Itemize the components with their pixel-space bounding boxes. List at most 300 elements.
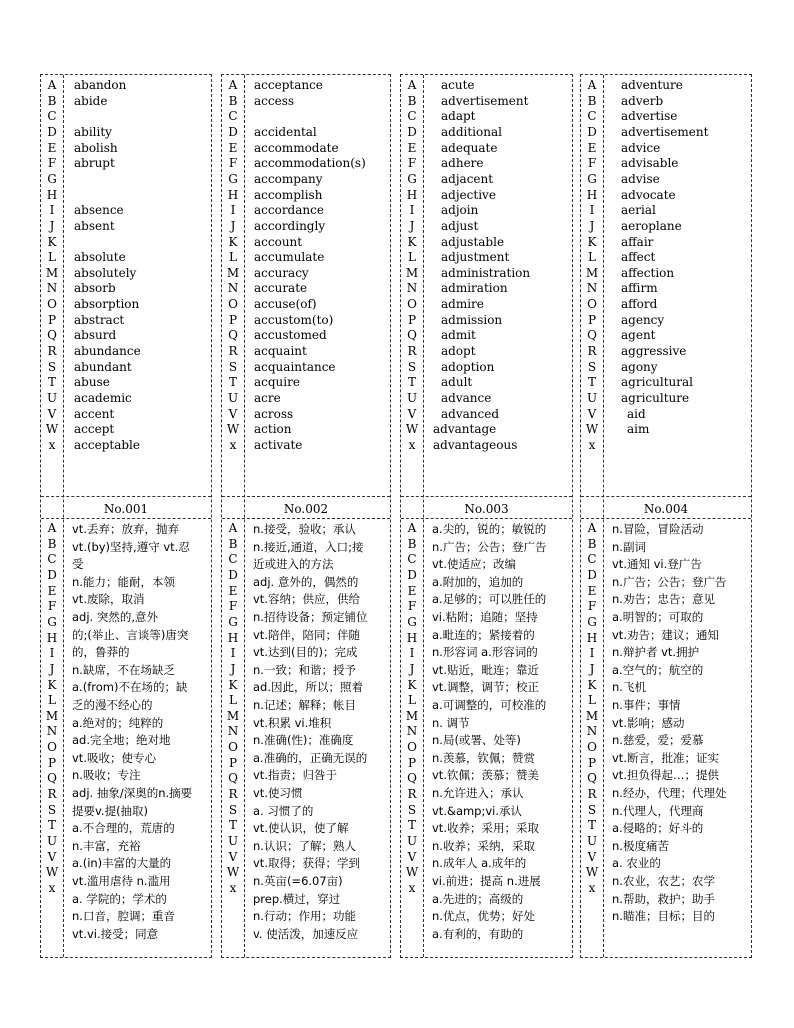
index-letter: V xyxy=(587,406,597,421)
index-letter: C xyxy=(228,552,238,567)
definition-line: vt.(by)坚持,遵守 vt.忍 xyxy=(72,539,190,554)
index-letter: E xyxy=(228,583,238,598)
index-letter: D xyxy=(587,567,597,582)
index-letter: G xyxy=(407,171,417,186)
index-letter: W xyxy=(585,422,599,437)
vocab-word: advise xyxy=(621,171,660,186)
index-letter: I xyxy=(230,646,236,661)
vocab-word: administration xyxy=(441,265,531,280)
vocab-word: accordingly xyxy=(254,218,326,233)
definition-line: adj. 意外的，偶然的 xyxy=(253,574,359,589)
card-divider xyxy=(41,518,211,519)
vocab-word: accustomed xyxy=(254,328,327,343)
index-letter: W xyxy=(226,422,240,437)
definition-line: n.能力；能耐，本领 xyxy=(72,574,175,589)
index-letter: K xyxy=(228,234,238,249)
index-letter: F xyxy=(228,156,238,171)
definition-line: a.(in)丰富的大量的 xyxy=(72,856,172,871)
index-letter: T xyxy=(47,375,56,390)
definition-line: a. 农业的 xyxy=(612,856,661,871)
vocab-word: aerial xyxy=(621,203,656,218)
definition-line: v. 使活泼，加速反应 xyxy=(253,926,359,941)
index-letter: M xyxy=(226,708,240,723)
vocab-word: admiration xyxy=(441,281,508,296)
vocab-word: adjective xyxy=(441,187,496,202)
index-letter: Q xyxy=(47,771,57,786)
definition-line: vt.vi.接受；同意 xyxy=(72,926,159,941)
vocab-word: accomplish xyxy=(254,187,323,202)
index-letter: V xyxy=(47,406,57,421)
index-letter: A xyxy=(587,78,597,92)
definition-line: a. 学院的；学术的 xyxy=(72,891,167,906)
index-letter: C xyxy=(587,552,597,567)
index-letter: J xyxy=(230,218,236,233)
vocab-word: advance xyxy=(441,391,492,405)
index-letter: D xyxy=(587,124,597,139)
index-letter: H xyxy=(46,187,58,202)
index-letter: E xyxy=(587,140,597,155)
index-letter: N xyxy=(406,724,418,739)
index-letter: H xyxy=(227,630,239,645)
vocab-word: abide xyxy=(74,93,108,108)
vocab-word: adjustable xyxy=(441,234,505,249)
vocab-word: aggressive xyxy=(621,344,687,359)
index-letter: A xyxy=(407,78,417,92)
vocab-word: accommodation(s) xyxy=(254,156,366,171)
index-letter: T xyxy=(47,818,56,833)
vocab-word: agent xyxy=(621,328,656,343)
definition-line: vt.贴近，毗连；靠近 xyxy=(432,662,539,677)
definition-line: a.(from)不在场的；缺 xyxy=(72,680,188,695)
vocab-word: absolutely xyxy=(74,265,137,280)
index-letter: W xyxy=(405,422,419,437)
index-letter: x xyxy=(48,437,56,452)
definition-line: vt.使适应；改编 xyxy=(432,557,516,572)
index-letter: A xyxy=(587,521,597,535)
index-letter: J xyxy=(230,661,236,676)
index-letter: S xyxy=(407,802,417,817)
vocab-word: agency xyxy=(621,312,665,327)
index-letter: S xyxy=(587,359,597,374)
definition-line: n.慈爱，爱；爱慕 xyxy=(612,733,704,748)
definition-line: vt.影响；感动 xyxy=(612,715,685,730)
definition-line: vt.积累 vi.堆积 xyxy=(253,715,332,730)
index-letter: C xyxy=(47,552,57,567)
definition-line: a.毗连的；紧接着的 xyxy=(432,627,535,642)
definition-line: ad.完全地；绝对地 xyxy=(72,733,171,748)
index-letter: I xyxy=(409,203,415,218)
index-letter: S xyxy=(228,802,238,817)
vocab-word: aim xyxy=(627,422,650,437)
definition-line: a.有利的，有助的 xyxy=(432,926,524,941)
definition-line: a. 习惯了的 xyxy=(253,803,314,818)
index-letter: J xyxy=(589,218,595,233)
index-letter: V xyxy=(587,849,597,864)
definition-line: vt.指责；归咎于 xyxy=(253,768,337,783)
definition-line: vt.调整，调节；校正 xyxy=(432,680,539,695)
index-letter: E xyxy=(47,583,57,598)
vocab-word: abuse xyxy=(74,375,110,390)
definition-line: vt.收养；采用；采取 xyxy=(432,821,539,836)
index-letter: Q xyxy=(228,328,238,343)
index-letter: V xyxy=(407,406,417,421)
index-letter: P xyxy=(47,312,57,327)
index-letter: x xyxy=(588,880,596,895)
vocab-word: accuse(of) xyxy=(254,297,317,312)
definition-line: a.先进的；高级的 xyxy=(432,891,524,906)
vocab-word: advantageous xyxy=(433,437,518,452)
index-letter: P xyxy=(228,312,238,327)
definition-line: n.口音，腔调；重音 xyxy=(72,909,175,924)
index-letter: U xyxy=(586,834,598,848)
definition-line: a.尖的，锐的；敏锐的 xyxy=(432,522,547,536)
definition-line: n.副词 xyxy=(612,539,646,554)
vocab-word: admit xyxy=(441,328,476,343)
vocab-word: agony xyxy=(621,359,658,374)
vocab-word: affair xyxy=(621,234,654,249)
vocab-word: accidental xyxy=(254,124,317,139)
vocab-word: adequate xyxy=(441,140,498,155)
index-letter: x xyxy=(588,437,596,452)
definition-line: n.允许进入；承认 xyxy=(432,786,524,800)
index-letter: U xyxy=(46,391,58,405)
definition-line: vt.使认识，使了解 xyxy=(253,821,349,836)
index-letter: I xyxy=(49,646,55,661)
index-letter: E xyxy=(228,140,238,155)
vocab-word: across xyxy=(254,406,294,421)
index-letter: P xyxy=(587,312,597,327)
index-letter: R xyxy=(407,787,417,802)
index-letter: L xyxy=(588,250,596,265)
index-letter: R xyxy=(587,787,597,802)
index-letter: T xyxy=(228,375,237,390)
definition-line: vt.陪伴，陪同；伴随 xyxy=(253,627,360,642)
index-letter: F xyxy=(587,156,597,171)
vocab-word: accommodate xyxy=(254,140,339,155)
index-letter: H xyxy=(406,630,418,645)
index-letter: G xyxy=(47,171,57,186)
index-letter: G xyxy=(587,171,597,186)
index-letter: N xyxy=(227,281,239,296)
definition-line: n.准确(性)；准确度 xyxy=(253,733,354,748)
vocab-word: accent xyxy=(74,406,115,421)
definition-line: n.劝告；忠告；意见 xyxy=(612,592,715,607)
definition-line: n.缺席，不在场缺乏 xyxy=(72,662,175,677)
card-number: No.002 xyxy=(283,502,329,516)
vocab-word: accurate xyxy=(254,281,308,296)
definition-line: vt.废除，取消 xyxy=(72,592,145,607)
index-letter: V xyxy=(228,406,238,421)
word-card xyxy=(40,74,212,958)
vocab-word: adverb xyxy=(621,93,664,108)
index-letter: S xyxy=(47,802,57,817)
vocab-word: adjustment xyxy=(441,250,510,265)
definition-line: n.代理人，代理商 xyxy=(612,803,704,818)
definition-line: n.羡慕，钦佩；赞赏 xyxy=(432,750,535,765)
definition-line: a.侵略的；好斗的 xyxy=(612,821,704,836)
index-letter: D xyxy=(228,124,238,139)
definition-line: n.农业，农艺；农学 xyxy=(612,874,715,888)
vocab-word: absence xyxy=(74,203,124,218)
index-letter: U xyxy=(586,391,598,405)
index-letter: H xyxy=(586,187,598,202)
index-letter: A xyxy=(47,78,57,92)
vocab-word: absorption xyxy=(74,297,140,312)
index-letter: N xyxy=(586,281,598,296)
index-letter: W xyxy=(226,865,240,880)
index-letter: G xyxy=(47,614,57,629)
index-letter: M xyxy=(405,265,419,280)
index-letter: R xyxy=(407,344,417,359)
index-letter: L xyxy=(48,693,56,708)
index-letter: J xyxy=(49,218,55,233)
index-letter: T xyxy=(407,818,416,833)
vocab-word: adoption xyxy=(441,359,495,374)
vocab-word: acre xyxy=(254,391,281,405)
index-letter: C xyxy=(407,552,417,567)
definition-line: vt.容纳；供应，供给 xyxy=(253,592,360,607)
definition-line: n.事件；事情 xyxy=(612,698,681,712)
index-letter: C xyxy=(587,109,597,124)
index-letter: D xyxy=(47,567,57,582)
index-letter: B xyxy=(228,93,238,108)
definition-line: n.吸收；专注 xyxy=(72,768,141,783)
definition-line: a.空气的；航空的 xyxy=(612,662,704,677)
index-letter: R xyxy=(228,787,238,802)
index-letter: O xyxy=(407,297,417,312)
index-letter: N xyxy=(586,724,598,739)
index-letter: F xyxy=(587,599,597,614)
definition-line: vt.吸收；使专心 xyxy=(72,750,156,765)
index-letter: N xyxy=(227,724,239,739)
index-letter: W xyxy=(45,865,59,880)
index-letter: C xyxy=(407,109,417,124)
vocab-word: acquaint xyxy=(254,344,307,359)
vocab-word: affect xyxy=(621,250,656,265)
definition-line: a.明智的；可取的 xyxy=(612,610,704,624)
definition-line: n.极度痛苦 xyxy=(612,838,669,853)
vocab-word: access xyxy=(254,93,295,108)
index-letter: J xyxy=(409,661,415,676)
definition-line: n.记述；解释；帐目 xyxy=(253,698,356,712)
card-divider xyxy=(401,518,572,519)
index-letter: K xyxy=(47,234,57,249)
word-card xyxy=(580,74,752,958)
index-letter: P xyxy=(407,755,417,770)
card-number: No.004 xyxy=(643,502,689,516)
index-letter: C xyxy=(228,109,238,124)
definition-line: n.丰富，充裕 xyxy=(72,838,141,853)
index-letter: U xyxy=(227,834,239,848)
index-letter: D xyxy=(407,567,417,582)
vocab-word: admission xyxy=(441,312,503,327)
index-letter: K xyxy=(587,677,597,692)
vocab-word: acute xyxy=(441,78,475,92)
index-letter: M xyxy=(226,265,240,280)
vocab-word: additional xyxy=(441,124,502,139)
index-letter: A xyxy=(47,521,57,535)
vocab-word: advice xyxy=(621,140,661,155)
definition-line: a.足够的；可以胜任的 xyxy=(432,592,547,607)
vocab-word: agricultural xyxy=(621,375,693,390)
index-letter: Q xyxy=(587,771,597,786)
vocab-word: accept xyxy=(74,422,115,437)
index-letter: K xyxy=(228,677,238,692)
definition-line: n. 调节 xyxy=(432,715,470,730)
vocab-word: absorb xyxy=(74,281,116,296)
card-divider xyxy=(222,496,390,497)
definition-line: n.冒险，冒险活动 xyxy=(612,522,704,536)
index-letter: A xyxy=(228,521,238,535)
vocab-word: adjust xyxy=(441,218,479,233)
index-letter: B xyxy=(587,93,597,108)
definition-line: vi.前进；提高 n.进展 xyxy=(432,874,541,888)
index-letter: P xyxy=(587,755,597,770)
index-letter: S xyxy=(47,359,57,374)
index-letter: T xyxy=(587,375,596,390)
definition-line: a.准确的，正确无误的 xyxy=(253,750,368,765)
vocab-word: abandon xyxy=(74,78,127,92)
definition-line: n.英亩(=6.07亩) xyxy=(253,874,343,888)
vocab-word: accumulate xyxy=(254,250,325,265)
index-letter: K xyxy=(47,677,57,692)
index-letter: T xyxy=(587,818,596,833)
index-letter: T xyxy=(228,818,237,833)
index-letter: F xyxy=(407,156,417,171)
index-letter: G xyxy=(228,171,238,186)
vocab-word: ability xyxy=(74,124,112,139)
vocab-word: aeroplane xyxy=(621,218,682,233)
index-letter: O xyxy=(228,297,238,312)
vocab-word: advanced xyxy=(441,406,500,421)
index-letter: P xyxy=(407,312,417,327)
index-letter: V xyxy=(47,849,57,864)
vocab-word: adhere xyxy=(441,156,484,171)
definition-line: 乏的漫不经心的 xyxy=(72,698,153,712)
card-divider xyxy=(222,518,390,519)
vocab-word: abundance xyxy=(74,344,141,359)
vocab-word: acceptable xyxy=(74,437,140,452)
index-letter: Q xyxy=(47,328,57,343)
index-letter: U xyxy=(46,834,58,848)
index-letter: x xyxy=(229,880,237,895)
index-letter: H xyxy=(227,187,239,202)
card-divider xyxy=(581,496,751,497)
index-letter: S xyxy=(587,802,597,817)
vocab-word: abstract xyxy=(74,312,125,327)
index-letter: O xyxy=(47,297,57,312)
index-letter: N xyxy=(406,281,418,296)
vocab-word: afford xyxy=(621,297,658,312)
vocab-word: accuracy xyxy=(254,265,309,280)
index-letter: x xyxy=(408,880,416,895)
index-letter: T xyxy=(407,375,416,390)
definition-line: prep.横过，穿过 xyxy=(253,891,341,906)
index-letter: B xyxy=(228,536,238,551)
index-letter: P xyxy=(228,755,238,770)
index-letter: A xyxy=(407,521,417,535)
definition-line: n.瞄准；目标；目的 xyxy=(612,909,715,924)
definition-line: ad.因此，所以；照着 xyxy=(253,680,364,695)
index-letter: I xyxy=(49,203,55,218)
index-letter: L xyxy=(408,693,416,708)
index-letter: N xyxy=(46,281,58,296)
index-letter: R xyxy=(47,344,57,359)
definition-line: n.广告；公告；登广告 xyxy=(432,539,547,554)
vocab-word: accustom(to) xyxy=(254,312,334,327)
definition-line: 的，鲁莽的 xyxy=(72,645,130,660)
index-letter: M xyxy=(405,708,419,723)
index-letter: O xyxy=(228,740,238,755)
index-letter: B xyxy=(407,93,417,108)
index-letter: W xyxy=(585,865,599,880)
definition-line: n.一致；和谐；授予 xyxy=(253,662,356,677)
vocab-word: acquire xyxy=(254,375,300,390)
definition-line: vt.通知 vi.登广告 xyxy=(612,557,702,572)
index-letter: E xyxy=(47,140,57,155)
index-letter: L xyxy=(408,250,416,265)
definition-line: vt.丢弃；放弃，抛弃 xyxy=(72,522,179,536)
index-letter: R xyxy=(587,344,597,359)
index-letter: x xyxy=(408,437,416,452)
vocab-word: adult xyxy=(441,375,473,390)
definition-line: n.行动；作用；功能 xyxy=(253,909,356,924)
index-letter: K xyxy=(587,234,597,249)
definition-line: vt.达到(目的)；完成 xyxy=(253,645,358,660)
index-letter: I xyxy=(589,203,595,218)
index-letter: H xyxy=(46,630,58,645)
vocab-word: adjacent xyxy=(441,171,494,186)
definition-line: n.经办，代理；代理处 xyxy=(612,786,727,800)
index-letter: x xyxy=(229,437,237,452)
vocab-word: adapt xyxy=(441,109,476,124)
index-letter: O xyxy=(47,740,57,755)
definition-line: n.帮助，救护；助手 xyxy=(612,891,715,906)
index-letter: H xyxy=(586,630,598,645)
index-letter: D xyxy=(228,567,238,582)
index-letter: x xyxy=(48,880,56,895)
vocab-word: abrupt xyxy=(74,156,115,171)
card-divider xyxy=(581,518,751,519)
definition-line: vi.粘附；追随；坚持 xyxy=(432,610,538,624)
definition-line: n.收养；采纳，采取 xyxy=(432,838,535,853)
index-letter: Q xyxy=(587,328,597,343)
vocab-word: advisable xyxy=(621,156,679,171)
vocab-word: accordance xyxy=(254,203,324,218)
definition-line: n.优点，优势；好处 xyxy=(432,909,535,924)
index-letter: L xyxy=(229,693,237,708)
vocab-word: absurd xyxy=(74,328,117,343)
index-letter: J xyxy=(409,218,415,233)
index-letter: K xyxy=(407,677,417,692)
index-letter: V xyxy=(407,849,417,864)
index-letter: U xyxy=(406,834,418,848)
vocab-word: admire xyxy=(441,297,484,312)
index-letter: I xyxy=(589,646,595,661)
definition-line: n.招待设备；预定铺位 xyxy=(253,610,368,624)
index-letter: G xyxy=(587,614,597,629)
index-letter: M xyxy=(585,265,599,280)
definition-line: n.接近,通道，入口;接 xyxy=(253,539,364,554)
index-letter: K xyxy=(407,234,417,249)
vocab-word: action xyxy=(254,422,292,437)
definition-line: n.成年人 a.成年的 xyxy=(432,856,527,871)
definition-line: 受 xyxy=(72,557,84,572)
definition-line: n.辩护者 vt.拥护 xyxy=(612,645,700,660)
definition-line: n.飞机 xyxy=(612,680,646,695)
index-letter: W xyxy=(405,865,419,880)
index-letter: G xyxy=(407,614,417,629)
